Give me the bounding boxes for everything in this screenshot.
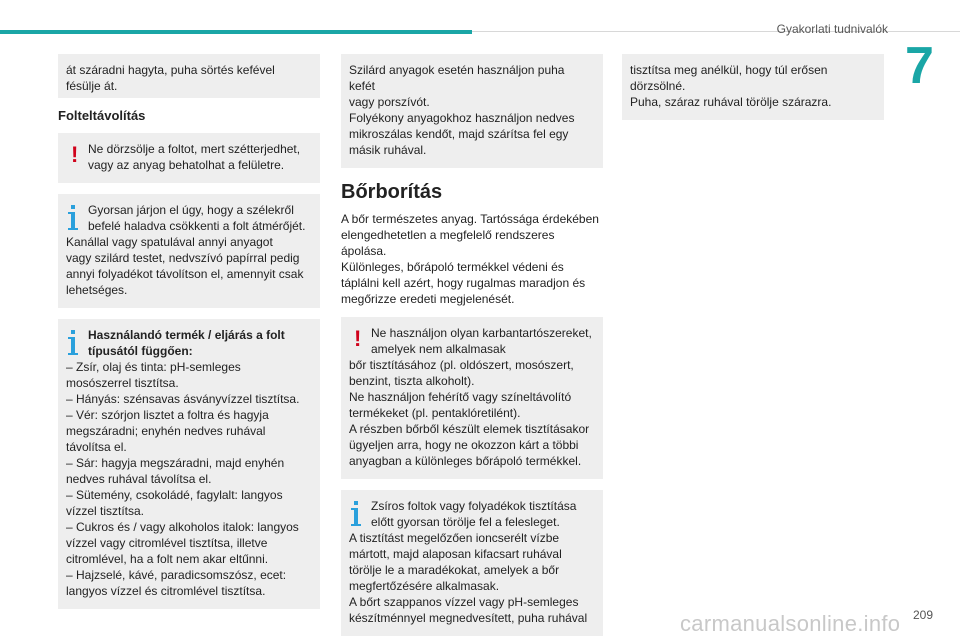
text-line: Szilárd anyagok esetén használjon puha kefét	[349, 63, 565, 93]
text-line: vagy porszívót.	[349, 95, 430, 109]
text-line: vízzel tisztítsa.	[66, 504, 145, 518]
text-line: anyagban a különleges bőrápoló termékkel.	[349, 454, 582, 468]
text-line: mikroszálas kendőt, majd szárítsa fel egy	[349, 127, 569, 141]
text-line: annyi folyadékot távolítson el, amennyit csak	[66, 267, 304, 281]
text-line: Ne használjon fehérítő vagy színeltávolító	[349, 390, 572, 404]
column-1	[58, 54, 320, 609]
text-line: ügyeljen arra, hogy ne okozzon kárt a többi	[349, 438, 579, 452]
text-line: megfertőzésére alkalmasak.	[349, 579, 500, 593]
warning-icon: !	[354, 326, 362, 351]
text-line: táplálni kell azért, hogy rugalmas maradjon és	[341, 276, 586, 290]
text-line: A bőrt szappanos vízzel vagy pH-semleges	[349, 595, 579, 609]
text-line: Ne dörzsölje a foltot, mert szétterjedhet,	[88, 142, 301, 156]
info-box	[341, 490, 603, 636]
text-line: ápolása.	[341, 244, 387, 258]
text-line: – Hányás: szénsavas ásványvízzel tisztítsa.	[66, 392, 300, 406]
text-line: Zsíros foltok vagy folyadékok tisztítása	[371, 499, 577, 513]
text-line: át száradni hagyta, puha sörtés kefével	[66, 63, 275, 77]
text-line: A bőr természetes anyag. Tartóssága érdekében	[341, 212, 599, 226]
text-line: A tisztítást megelőzően ioncserélt vízbe	[349, 531, 560, 545]
header-accent-bar	[0, 30, 472, 34]
text-line: Kanállal vagy spatulával annyi anyagot	[66, 235, 273, 249]
text-line: Használandó termék / eljárás a folt	[88, 328, 285, 342]
text-line: termékeket (pl. pentaklóretilént).	[349, 406, 521, 420]
text-line: befelé haladva csökkenti a folt átmérőjét.	[88, 219, 306, 233]
text-line: benzint, tiszta alkoholt).	[349, 374, 475, 388]
text-box	[58, 54, 320, 98]
text-line: távolítsa el.	[66, 440, 127, 454]
text-box	[341, 54, 603, 168]
column-2	[341, 54, 603, 636]
text-line: vagy az anyag behatolhat a felületre.	[88, 158, 285, 172]
info-icon	[68, 205, 78, 230]
info-box	[58, 194, 320, 308]
text-line: vagy szilárd testet, nedvszívó papírral pedig	[66, 251, 300, 265]
text-line: Különleges, bőrápoló termékkel védeni és	[341, 260, 564, 274]
text-line: másik ruhával.	[349, 143, 427, 157]
text-line: Gyorsan járjon el úgy, hogy a szélekről	[88, 203, 294, 217]
text-line: típusától függően:	[88, 344, 193, 358]
text-line: tisztítsa meg anélkül, hogy túl erősen	[630, 63, 828, 77]
text-line: dörzsölné.	[630, 79, 686, 93]
text-line: – Sütemény, csokoládé, fagylalt: langyos	[66, 488, 283, 502]
text-line: Puha, száraz ruhával törölje szárazra.	[630, 95, 832, 109]
text-line: bőr tisztításához (pl. oldószert, mosószert,	[349, 358, 574, 372]
text-line: – Hajzselé, kávé, paradicsomszósz, ecet:	[66, 568, 287, 582]
text-line: – Cukros és / vagy alkoholos italok: langyos	[66, 520, 299, 534]
text-line: amelyek nem alkalmasak	[371, 342, 506, 356]
text-line: megszáradni; enyhén nedves ruhával	[66, 424, 266, 438]
text-box	[622, 54, 884, 120]
page-number: 209	[913, 608, 934, 622]
text-line: A részben bőrből készült elemek tisztításakor	[349, 422, 590, 436]
text-line: langyos vízzel és citromlével tisztítsa.	[66, 584, 266, 598]
text-line: törölje le a maradékokat, amelyek a bőr	[349, 563, 560, 577]
info-box	[58, 319, 320, 609]
chapter-title: Gyakorlati tudnivalók	[776, 22, 888, 36]
watermark: carmanualsonline.info	[680, 611, 901, 636]
text-line: megőrizze eredeti megjelenését.	[341, 292, 515, 306]
warning-box	[58, 133, 320, 183]
text-line: Folyékony anyagokhoz használjon nedves	[349, 111, 575, 125]
info-icon	[351, 501, 361, 526]
column-3	[622, 54, 884, 120]
warning-icon: !	[71, 142, 79, 167]
paragraph	[341, 211, 603, 307]
text-line: fésülje át.	[66, 79, 118, 93]
section-heading: Folteltávolítás	[58, 108, 146, 123]
text-line: előtt gyorsan törölje fel a felesleget.	[371, 515, 560, 529]
section-heading: Bőrborítás	[341, 181, 443, 203]
text-line: citromlével, ha a folt nem akar eltűnni.	[66, 552, 269, 566]
warning-box	[341, 317, 603, 479]
info-icon	[68, 330, 78, 355]
text-line: vízzel vagy citromlével tisztítsa, illetve	[66, 536, 268, 550]
text-line: – Sár: hagyja megszáradni, majd enyhén	[66, 456, 285, 470]
text-line: elengedhetetlen a megfelelő rendszeres	[341, 228, 555, 242]
chapter-number: 7	[905, 37, 934, 95]
text-line: – Vér: szórjon lisztet a foltra és hagyja	[66, 408, 269, 422]
text-line: mosószerrel tisztítsa.	[66, 376, 179, 390]
text-line: nedves ruhával távolítsa el.	[66, 472, 212, 486]
text-line: készítménnyel megnedvesített, puha ruhával	[349, 611, 588, 625]
text-line: – Zsír, olaj és tinta: pH-semleges	[66, 360, 241, 374]
text-line: Ne használjon olyan karbantartószereket,	[371, 326, 592, 340]
text-line: lehetséges.	[66, 283, 128, 297]
text-line: mártott, majd alaposan kifacsart ruhával	[349, 547, 562, 561]
